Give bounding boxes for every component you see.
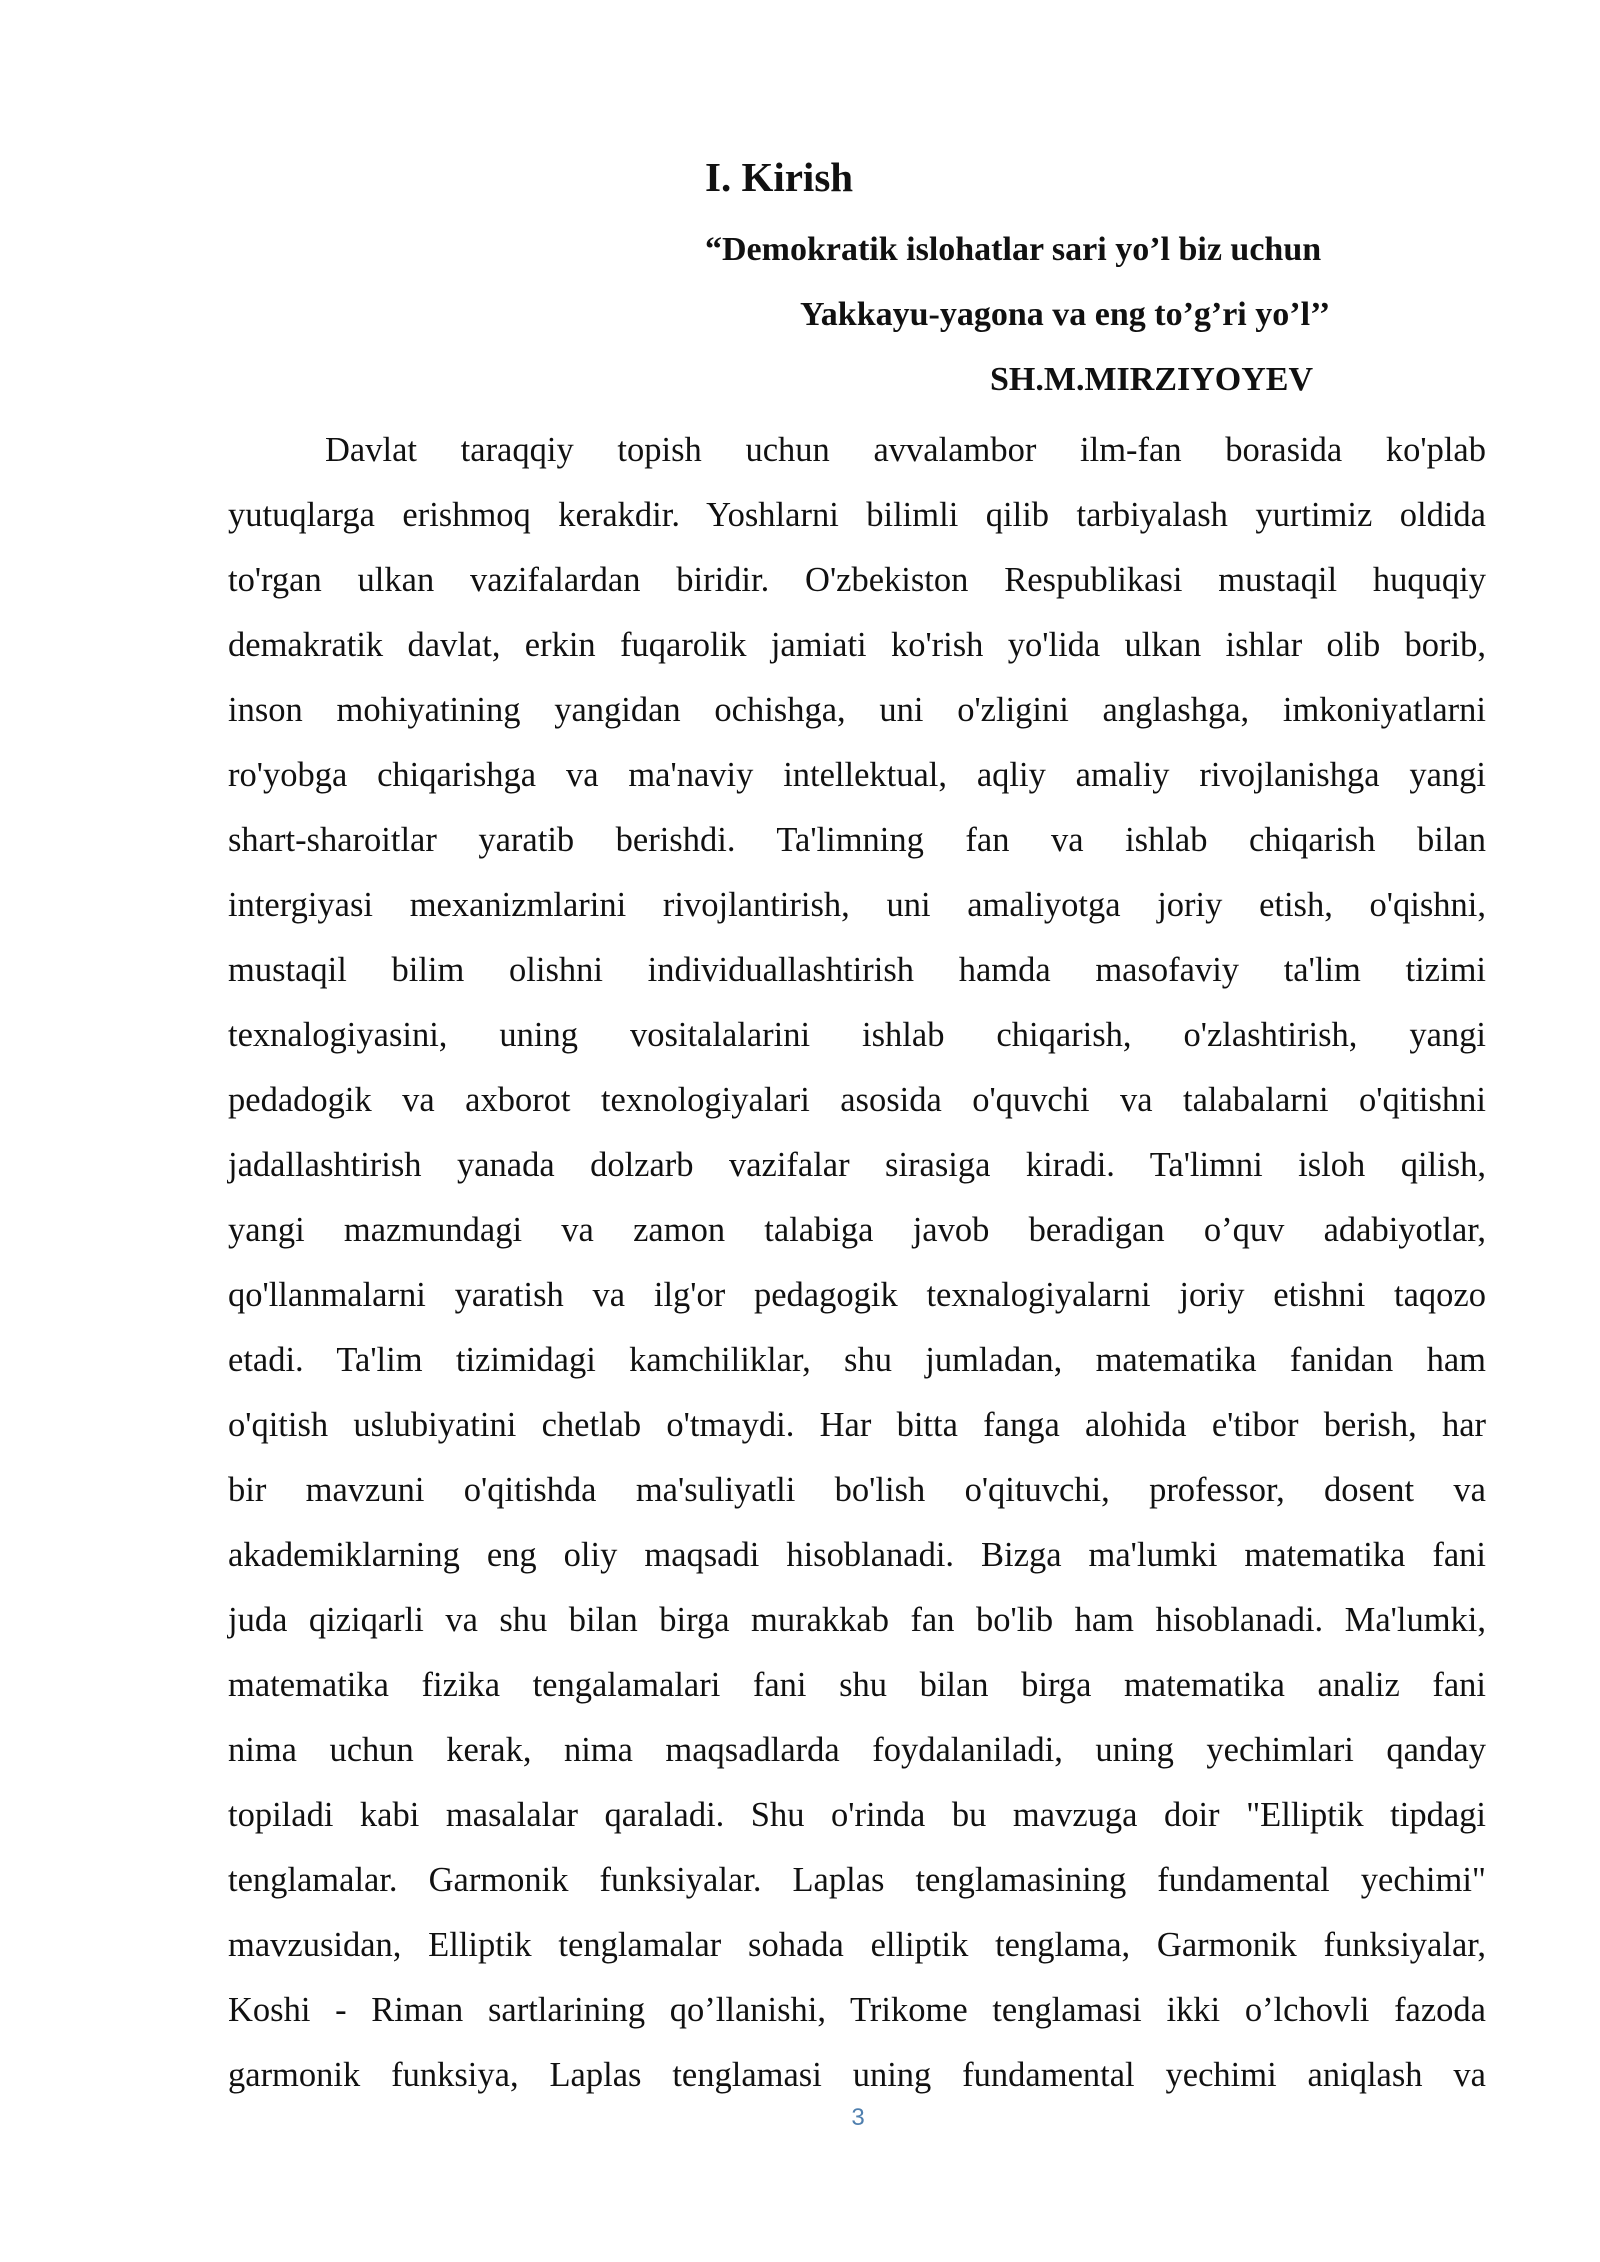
body-paragraph	[228, 418, 1486, 2108]
paragraph-line: juda qiziqarli va shu bilan birga murakkab fan bo'lib ham hisoblanadi. Ma'lumki,	[228, 1601, 1486, 1639]
paragraph-line: akademiklarning eng oliy maqsadi hisoblanadi. Bizga ma'lumki matematika fani	[228, 1536, 1486, 1574]
page-number: 3	[851, 2104, 865, 2131]
paragraph-line: intergiyasi mexanizmlarini rivojlantirish, uni amaliyotga joriy etish, o'qishni,	[228, 886, 1486, 924]
paragraph-line: pedadogik va axborot texnologiyalari asosida o'quvchi va talabalarni o'qitishni	[228, 1081, 1486, 1119]
paragraph-line: mustaqil bilim olishni individuallashtirish hamda masofaviy ta'lim tizimi	[228, 951, 1486, 989]
paragraph-line: topiladi kabi masalalar qaraladi. Shu o'rinda bu mavzuga doir "Elliptik tipdagi	[228, 1796, 1486, 1834]
paragraph-line: Davlat taraqqiy topish uchun avvalambor ilm-fan borasida ko'plab	[325, 431, 1486, 469]
paragraph-line: o'qitish uslubiyatini chetlab o'tmaydi. Har bitta fanga alohida e'tibor berish, har	[228, 1406, 1486, 1444]
paragraph-line: to'rgan ulkan vazifalardan biridir. O'zbekiston Respublikasi mustaqil huquqiy	[228, 561, 1486, 599]
paragraph-line: qo'llanmalarni yaratish va ilg'or pedagogik texnalogiyalarni joriy etishni taqozo	[228, 1276, 1486, 1314]
paragraph-line: demakratik davlat, erkin fuqarolik jamiati ko'rish yo'lida ulkan ishlar olib borib,	[228, 626, 1486, 664]
paragraph-line: matematika fizika tengalamalari fani shu bilan birga matematika analiz fani	[228, 1666, 1486, 1704]
paragraph-line: mavzusidan, Elliptik tenglamalar sohada elliptik tenglama, Garmonik funksiyalar,	[228, 1926, 1486, 1964]
paragraph-line: texnalogiyasini, uning vositalalarini ishlab chiqarish, o'zlashtirish, yangi	[228, 1016, 1486, 1054]
epigraph-line-1: “Demokratik islohatlar sari yo’l biz uchun	[705, 231, 1322, 268]
paragraph-line: yutuqlarga erishmoq kerakdir. Yoshlarni bilimli qilib tarbiyalash yurtimiz oldida	[228, 496, 1486, 534]
paragraph-line: ro'yobga chiqarishga va ma'naviy intellektual, aqliy amaliy rivojlanishga yangi	[228, 756, 1486, 794]
paragraph-line: inson mohiyatining yangidan ochishga, uni o'zligini anglashga, imkoniyatlarni	[228, 691, 1486, 729]
paragraph-line: bir mavzuni o'qitishda ma'suliyatli bo'lish o'qituvchi, professor, dosent va	[228, 1471, 1486, 1509]
paragraph-line: garmonik funksiya, Laplas tenglamasi uning fundamental yechimi aniqlash va	[228, 2056, 1486, 2094]
paragraph-line: jadallashtirish yanada dolzarb vazifalar sirasiga kiradi. Ta'limni isloh qilish,	[228, 1146, 1486, 1184]
paragraph-line: tenglamalar. Garmonik funksiyalar. Laplas tenglamasining fundamental yechimi"	[228, 1861, 1486, 1899]
paragraph-line: Koshi - Riman sartlarining qo’llanishi, Trikome tenglamasi ikki o’lchovli fazoda	[228, 1991, 1486, 2029]
paragraph-line: shart-sharoitlar yaratib berishdi. Ta'limning fan va ishlab chiqarish bilan	[228, 821, 1486, 859]
epigraph-line-2: Yakkayu-yagona va eng to’g’ri yo’l’’	[800, 296, 1331, 333]
epigraph-author: SH.M.MIRZIYOYEV	[990, 361, 1314, 398]
paragraph-line: etadi. Ta'lim tizimidagi kamchiliklar, shu jumladan, matematika fanidan ham	[228, 1341, 1486, 1379]
section-heading: I. Kirish	[705, 154, 854, 200]
paragraph-line: yangi mazmundagi va zamon talabiga javob beradigan o’quv adabiyotlar,	[228, 1211, 1486, 1249]
paragraph-line: nima uchun kerak, nima maqsadlarda foydalaniladi, uning yechimlari qanday	[228, 1731, 1486, 1769]
